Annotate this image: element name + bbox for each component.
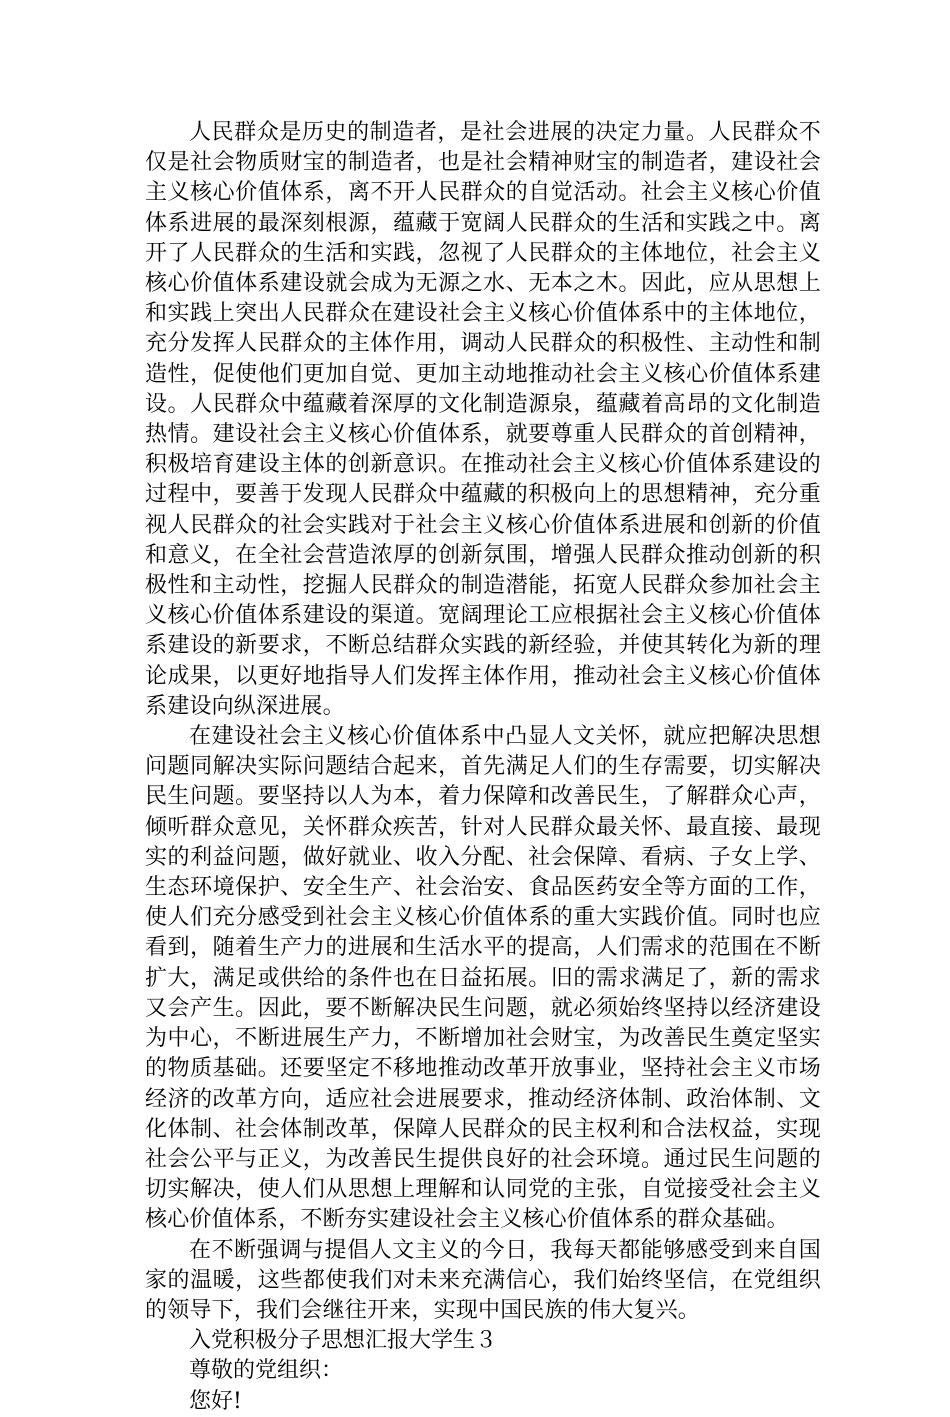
document-body <box>145 118 821 1417</box>
greeting: 您好! <box>189 1388 242 1414</box>
body-paragraph-1: 人民群众是历史的制造者，是社会进展的决定力量。人民群众不仅是社会物质财宝的制造者，也是社会精神财宝的制造者，建设社会主义核心价值体系，离不开人民群众的自觉活动。社会主义核心价值体系进展的最深刻根源，蕴藏于宽阔人民群众的生活和实践之中。离开了人民群众的生活和实践，忽视了人民群众的主体地位，社会主义核心价值体系建设就会成为无源之水、无本之木。因此，应从思想上和实践上突出人民群众在建设社会主义核心价值体系中的主体地位，充分发挥人民群众的主体作用，调动人民群众的积极性、主动性和制造性，促使他们更加自觉、更加主动地推动社会主义核心价值体系建设。人民群众中蕴藏着深厚的文化制造源泉，蕴藏着高昂的文化制造热情。建设社会主义核心价值体系，就要尊重人民群众的首创精神，积极培育建设主体的创新意识。在推动社会主义核心价值体系建设的过程中，要善于发现人民群众中蕴藏的积极向上的思想精神，充分重视人民群众的社会实践对于社会主义核心价值体系进展和创新的价值和意义，在全社会营造浓厚的创新氛围，增强人民群众推动创新的积极性和主动性，挖掘人民群众的制造潜能，拓宽人民群众参加社会主义核心价值体系建设的渠道。宽阔理论工应根据社会主义核心价值体系建设的新要求，不断总结群众实践的新经验，并使其转化为新的理论成果，以更好地指导人们发挥主体作用，推动社会主义核心价值体系建设向纵深进展。 <box>145 120 821 719</box>
body-paragraph-2: 在建设社会主义核心价值体系中凸显人文关怀，就应把解决思想问题同解决实际问题结合起来，首先满足人们的生存需要，切实解决民生问题。要坚持以人为本，着力保障和改善民生，了解群众心声，倾听群众意见，关怀群众疾苦，针对人民群众最关怀、最直接、最现实的利益问题，做好就业、收入分配、社会保障、看病、子女上学、生态环境保护、安全生产、社会治安、食品医药安全等方面的工作，使人们充分感受到社会主义核心价值体系的重大实践价值。同时也应看到，随着生产力的进展和生活水平的提高，人们需求的范围在不断扩大，满足或供给的条件也在日益拓展。旧的需求满足了，新的需求又会产生。因此，要不断解决民生问题，就必须始终坚持以经济建设为中心，不断进展生产力，不断增加社会财宝，为改善民生奠定坚实的物质基础。还要坚定不移地推动改革开放事业，坚持社会主义市场经济的改革方向，适应社会进展要求，推动经济体制、政治体制、文化体制、社会体制改革，保障人民群众的民主权利和合法权益，实现社会公平与正义，为改善民生提供良好的社会环境。通过民生问题的切实解决，使人们从思想上理解和认同党的主张，自觉接受社会主义核心价值体系，不断夯实建设社会主义核心价值体系的群众基础。 <box>145 724 821 1233</box>
body-paragraph-3: 在不断强调与提倡人文主义的今日，我每天都能够感受到来自国家的温暖，这些都使我们对未来充满信心，我们始终坚信，在党组织的领导下，我们会继往开来，实现中国民族的伟大复兴。 <box>145 1237 821 1323</box>
section-title: 入党积极分子思想汇报大学生３ <box>189 1328 498 1354</box>
salutation: 尊敬的党组织： <box>189 1358 344 1384</box>
